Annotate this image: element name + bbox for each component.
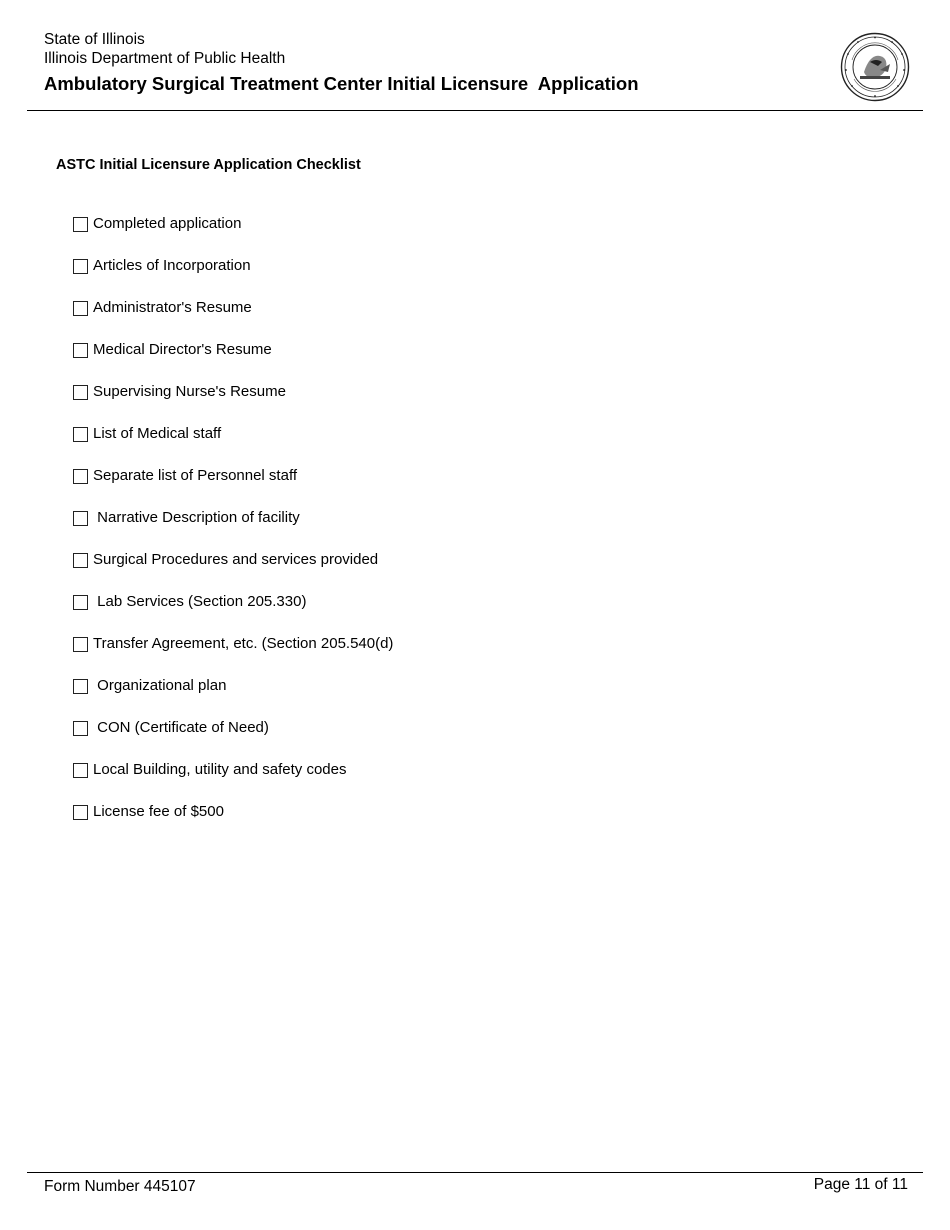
checklist-item-lab-services[interactable]: [73, 592, 306, 612]
checklist-item-narrative-description[interactable]: [73, 508, 300, 528]
checklist-item-medical-staff[interactable]: [73, 424, 221, 444]
checklist-item-label: List of Medical staff: [93, 425, 222, 442]
checkbox[interactable]: [73, 511, 88, 526]
checklist-item-surgical-procedures[interactable]: [73, 550, 378, 570]
checklist-item-transfer-agreement[interactable]: [73, 634, 393, 654]
checklist-item-supervising-nurse-resume[interactable]: [73, 382, 286, 402]
checkbox[interactable]: [73, 763, 88, 778]
page-header: [0, 0, 950, 112]
checklist-item-completed-application[interactable]: [73, 214, 241, 234]
checklist-item-articles-of-incorporation[interactable]: [73, 256, 251, 276]
checklist-item-label: Articles of Incorporation: [93, 257, 251, 274]
page-title: Ambulatory Surgical Treatment Center Initial Licensure Application: [44, 73, 639, 94]
checklist-item-label: Completed application: [93, 215, 242, 232]
checkbox[interactable]: [73, 343, 88, 358]
form-number: Form Number 445107: [44, 1178, 196, 1195]
checkbox[interactable]: [73, 553, 88, 568]
checkbox[interactable]: [73, 805, 88, 820]
checkbox[interactable]: [73, 301, 88, 316]
checklist-item-label: Transfer Agreement, etc. (Section 205.540(d): [93, 635, 394, 652]
checklist-item-license-fee[interactable]: [73, 802, 224, 822]
checklist-item-label: Lab Services (Section 205.330): [93, 593, 307, 610]
checklist-item-administrator-resume[interactable]: [73, 298, 252, 318]
checkbox[interactable]: [73, 217, 88, 232]
checkbox[interactable]: [73, 721, 88, 736]
header-divider: [27, 110, 923, 111]
checklist-item-label: Organizational plan: [93, 677, 227, 694]
checklist-item-organizational-plan[interactable]: [73, 676, 226, 696]
checklist-item-label: License fee of $500: [93, 803, 224, 820]
checkbox[interactable]: [73, 427, 88, 442]
checklist-item-personnel-staff[interactable]: [73, 466, 297, 486]
checkbox[interactable]: [73, 679, 88, 694]
state-seal-icon: [840, 32, 910, 102]
checkbox[interactable]: [73, 595, 88, 610]
checklist-item-label: Supervising Nurse's Resume: [93, 383, 286, 400]
checklist-item-certificate-of-need[interactable]: [73, 718, 269, 738]
page-number: Page 11 of 11: [813, 1176, 908, 1193]
checkbox[interactable]: [73, 385, 88, 400]
checkbox[interactable]: [73, 637, 88, 652]
checklist-item-label: Narrative Description of facility: [93, 509, 300, 526]
checklist-item-local-building-codes[interactable]: [73, 760, 346, 780]
footer-divider: [27, 1172, 923, 1173]
checklist-item-label: Local Building, utility and safety codes: [93, 761, 347, 778]
section-title: ASTC Initial Licensure Application Checklist: [56, 157, 361, 173]
checklist-item-label: Administrator's Resume: [93, 299, 252, 316]
department-name: Illinois Department of Public Health: [44, 50, 286, 67]
checkbox[interactable]: [73, 259, 88, 274]
checkbox[interactable]: [73, 469, 88, 484]
checklist-item-label: CON (Certificate of Need): [93, 719, 269, 736]
state-name: State of Illinois: [44, 31, 145, 48]
checklist-item-medical-director-resume[interactable]: [73, 340, 272, 360]
checklist-item-label: Separate list of Personnel staff: [93, 467, 298, 484]
checklist-item-label: Medical Director's Resume: [93, 341, 272, 358]
checklist-item-label: Surgical Procedures and services provided: [93, 551, 379, 568]
